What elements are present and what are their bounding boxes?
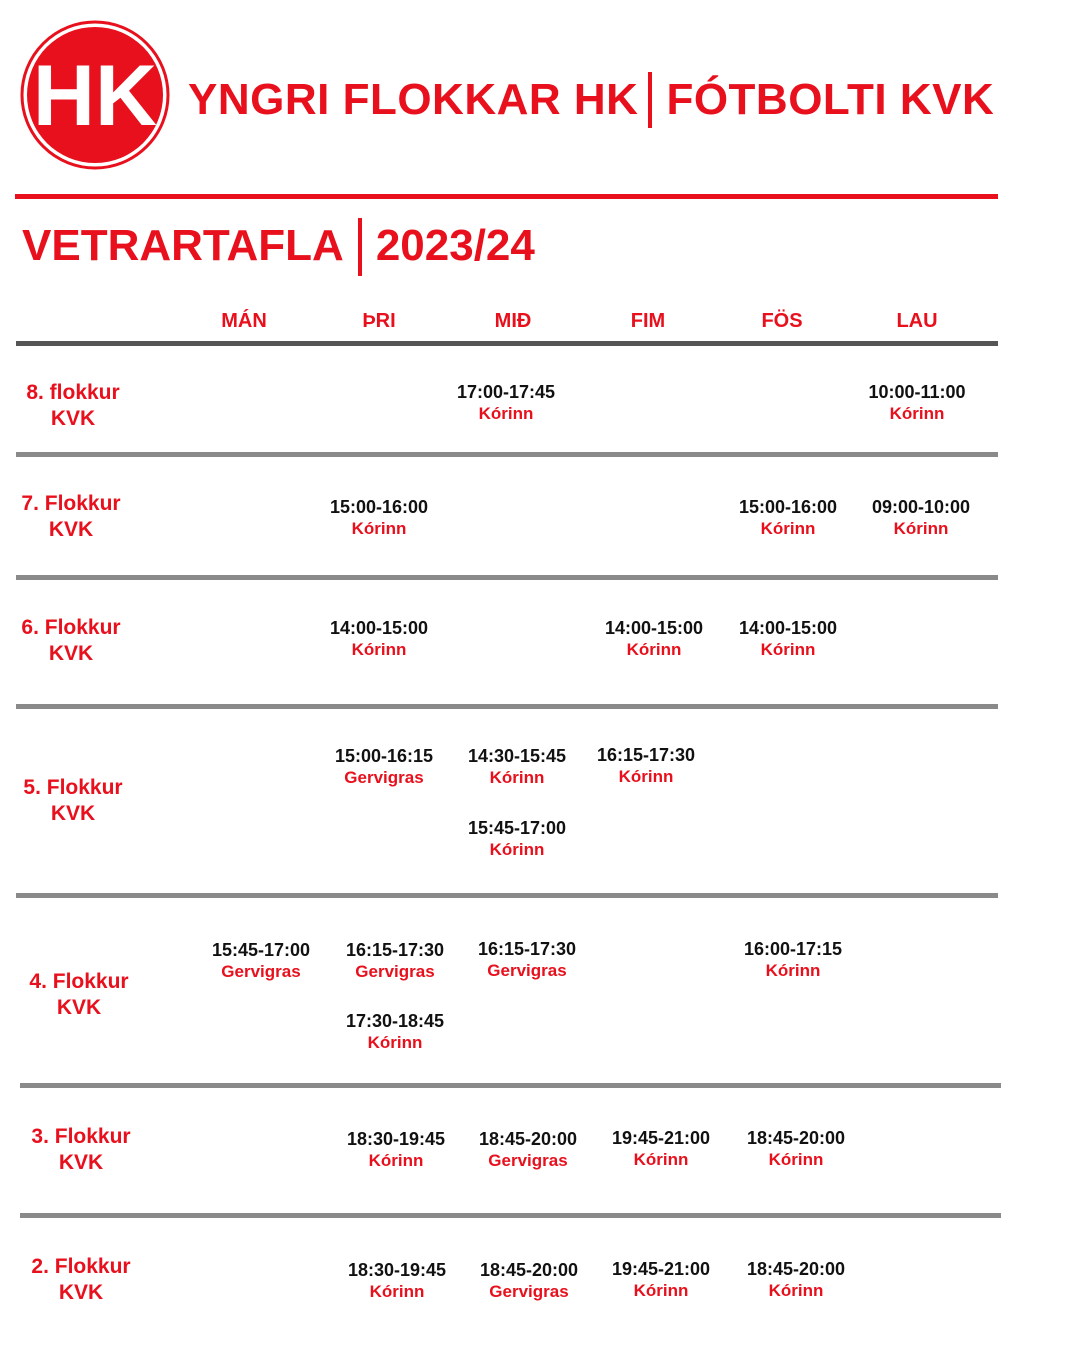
day-header-wed: MIÐ — [494, 310, 532, 332]
slot-place: Kórinn — [478, 404, 534, 423]
slot-place: Kórinn — [367, 1033, 423, 1052]
group-sub: KVK — [50, 407, 96, 430]
row-divider — [16, 452, 998, 457]
slot-time: 15:00-16:00 — [329, 497, 429, 517]
schedule-slot — [426, 382, 586, 424]
slot-place: Kórinn — [351, 519, 407, 538]
slot-time: 18:45-20:00 — [746, 1128, 846, 1148]
schedule-slot — [716, 1128, 876, 1170]
slot-time: 14:00-15:00 — [604, 618, 704, 638]
slot-time: 17:30-18:45 — [345, 1011, 445, 1031]
day-header-tue: ÞRI — [362, 310, 396, 332]
day-header-mon: MÁN — [221, 310, 267, 332]
slot-place: Gervigras — [221, 962, 301, 981]
group-label-8 — [0, 380, 148, 432]
row-divider — [16, 893, 998, 898]
slot-time: 15:45-17:00 — [467, 818, 567, 838]
slot-time: 19:45-21:00 — [611, 1259, 711, 1279]
slot-place: Kórinn — [768, 1150, 824, 1169]
group-name: 8. flokkur — [26, 381, 120, 404]
group-sub: KVK — [56, 996, 102, 1019]
schedule-slot — [299, 497, 459, 539]
slot-time: 16:15-17:30 — [596, 745, 696, 765]
slot-place: Gervigras — [355, 962, 435, 981]
header-title-left: YNGRI FLOKKAR HK — [188, 75, 639, 124]
slot-place: Gervigras — [344, 768, 424, 787]
logo-text: HK — [32, 48, 158, 144]
slot-place: Gervigras — [487, 961, 567, 980]
row-divider — [20, 1083, 1001, 1088]
slot-time: 14:30-15:45 — [467, 746, 567, 766]
group-sub: KVK — [50, 802, 96, 825]
schedule-slot — [447, 939, 607, 981]
slot-place: Kórinn — [368, 1151, 424, 1170]
slot-place: Kórinn — [889, 404, 945, 423]
slot-time: 16:15-17:30 — [345, 940, 445, 960]
slot-time: 15:45-17:00 — [211, 940, 311, 960]
schedule-slot — [299, 618, 459, 660]
slot-place: Kórinn — [633, 1150, 689, 1169]
schedule-slot — [708, 618, 868, 660]
group-name: 5. Flokkur — [23, 776, 123, 799]
subtitle-left: VETRARTAFLA — [22, 221, 344, 270]
slot-place: Kórinn — [351, 640, 407, 659]
group-label-7 — [0, 491, 146, 543]
slot-place: Kórinn — [618, 767, 674, 786]
slot-place: Kórinn — [765, 961, 821, 980]
slot-place: Gervigras — [489, 1282, 569, 1301]
header-separator — [648, 72, 652, 128]
group-name: 6. Flokkur — [21, 616, 121, 639]
group-sub: KVK — [58, 1281, 104, 1304]
slot-place: Kórinn — [768, 1281, 824, 1300]
group-label-5 — [0, 775, 148, 827]
group-sub: KVK — [48, 518, 94, 541]
row-divider — [16, 704, 998, 709]
slot-time: 16:15-17:30 — [477, 939, 577, 959]
slot-place: Gervigras — [488, 1151, 568, 1170]
slot-time: 10:00-11:00 — [868, 382, 966, 402]
schedule-slot — [315, 1011, 475, 1053]
day-header-sat: LAU — [896, 310, 938, 332]
slot-place: Kórinn — [893, 519, 949, 538]
schedule-slot — [841, 497, 1001, 539]
schedule-slot — [837, 382, 997, 424]
header-title — [188, 72, 994, 132]
row-divider — [20, 1213, 1001, 1218]
group-sub: KVK — [58, 1151, 104, 1174]
slot-time: 19:45-21:00 — [611, 1128, 711, 1148]
hk-logo-icon — [17, 17, 173, 173]
slot-place: Kórinn — [633, 1281, 689, 1300]
slot-time: 18:30-19:45 — [346, 1129, 446, 1149]
group-name: 3. Flokkur — [31, 1125, 131, 1148]
subtitle-separator — [358, 218, 362, 276]
subtitle-right: 2023/24 — [375, 221, 535, 270]
slot-place: Kórinn — [489, 768, 545, 787]
slot-time: 18:45-20:00 — [746, 1259, 846, 1279]
slot-place: Kórinn — [626, 640, 682, 659]
slot-time: 18:45-20:00 — [479, 1260, 579, 1280]
slot-time: 18:45-20:00 — [478, 1129, 578, 1149]
group-label-4 — [4, 969, 154, 1021]
slot-place: Kórinn — [369, 1282, 425, 1301]
group-sub: KVK — [48, 642, 94, 665]
page-subtitle — [22, 218, 535, 278]
header-title-right: FÓTBOLTI KVK — [666, 75, 995, 124]
slot-time: 17:00-17:45 — [456, 382, 556, 402]
slot-time: 18:30-19:45 — [347, 1260, 447, 1280]
header-divider — [15, 194, 998, 199]
slot-time: 14:00-15:00 — [738, 618, 838, 638]
schedule-slot — [437, 818, 597, 860]
schedule-slot — [716, 1259, 876, 1301]
day-header-thu: FIM — [630, 310, 666, 332]
day-header-fri: FÖS — [761, 310, 803, 332]
slot-time: 09:00-10:00 — [871, 497, 971, 517]
slot-time: 16:00-17:15 — [743, 939, 843, 959]
group-label-6 — [0, 615, 146, 667]
slot-place: Kórinn — [760, 519, 816, 538]
slot-place: Kórinn — [489, 840, 545, 859]
slot-time: 15:00-16:00 — [738, 497, 838, 517]
group-label-2 — [6, 1254, 156, 1306]
schedule-slot — [566, 745, 726, 787]
group-name: 4. Flokkur — [29, 970, 129, 993]
slot-time: 14:00-15:00 — [329, 618, 429, 638]
group-name: 2. Flokkur — [31, 1255, 131, 1278]
slot-time: 15:00-16:15 — [334, 746, 434, 766]
group-name: 7. Flokkur — [21, 492, 121, 515]
row-divider — [16, 341, 998, 346]
group-label-3 — [6, 1124, 156, 1176]
slot-place: Kórinn — [760, 640, 816, 659]
schedule-slot — [713, 939, 873, 981]
row-divider — [16, 575, 998, 580]
